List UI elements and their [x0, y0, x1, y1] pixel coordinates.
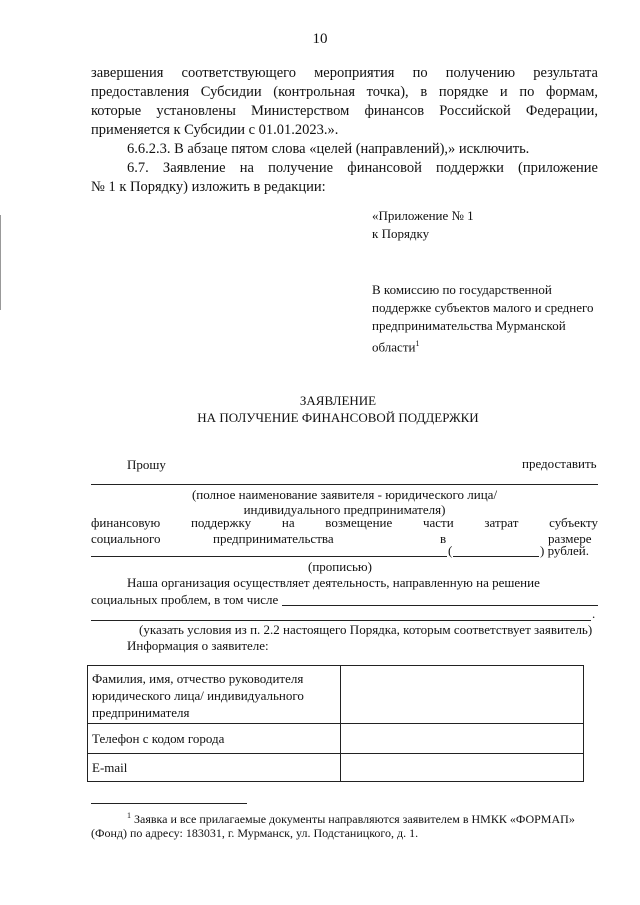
- footnote-separator: [91, 803, 247, 804]
- cell-text: предпринимателя: [92, 705, 190, 720]
- applicant-name-field[interactable]: [91, 484, 598, 485]
- addressee-line-3: предпринимательства Мурманской: [372, 318, 566, 333]
- amount-number-field[interactable]: [453, 556, 539, 557]
- form-title: ЗАЯВЛЕНИЕ: [299, 393, 377, 408]
- table-cell-label: Телефон с кодом города: [88, 724, 341, 754]
- item-6-6-2-3: 6.6.2.3. В абзаце пятом слова «целей (направлений),» исключить.: [127, 141, 530, 157]
- scan-edge-mark: [0, 215, 1, 310]
- addressee-line-2: поддержке субъектов малого и среднего: [372, 300, 594, 315]
- addressee-line-4: [372, 335, 419, 355]
- table-row: [88, 754, 584, 782]
- word: субъекту: [549, 515, 598, 530]
- paragraph-line-2: предоставления Субсидии (контрольная точка), в порядке и по формам,: [91, 84, 598, 100]
- word: размере: [548, 531, 592, 546]
- footnote-line-2: (Фонд) по адресу: 183031, г. Мурманск, ул. Подстаницкого, д. 1.: [91, 826, 419, 840]
- addressee-region: области: [372, 339, 416, 355]
- org-line-1: Наша организация осуществляет деятельность, направленную на решение: [127, 575, 540, 590]
- org-line-2: социальных проблем, в том числе: [91, 592, 279, 607]
- item-6-7-line-2: № 1 к Порядку) изложить в редакции:: [91, 179, 326, 195]
- support-line: [91, 514, 598, 531]
- footnote-marker: 1: [127, 811, 131, 820]
- form-subtitle: НА ПОЛУЧЕНИЕ ФИНАНСОВОЙ ПОДДЕРЖКИ: [197, 410, 479, 425]
- paragraph-line-3: которые установлены Министерством финансов Российской Федерации,: [91, 103, 598, 119]
- appendix-title: «Приложение № 1: [372, 208, 474, 223]
- word: части: [422, 515, 454, 530]
- in-words-hint: (прописью): [308, 559, 372, 574]
- cell-text: юридического лица/ индивидуального: [92, 688, 304, 703]
- footnote-text-1: Заявка и все прилагаемые документы направляются заявителем в НМКК «ФОРМАП»: [134, 812, 575, 826]
- page-number: 10: [312, 31, 328, 47]
- request-word: Прошу: [127, 457, 166, 472]
- period: .: [592, 606, 596, 621]
- word: поддержку: [190, 515, 252, 530]
- item-6-7-line-1: 6.7. Заявление на получение финансовой поддержки (приложение: [127, 160, 598, 176]
- head-name-input-cell[interactable]: [341, 666, 584, 724]
- amount-in-words-field[interactable]: [91, 556, 447, 557]
- cell-text: Фамилия, имя, отчество руководителя: [92, 671, 304, 686]
- appendix-subtitle: к Порядку: [372, 226, 430, 241]
- table-cell-label: [88, 666, 341, 724]
- provide-word: предоставить: [522, 456, 597, 471]
- phone-input-cell[interactable]: [341, 724, 584, 754]
- word: социального: [91, 531, 161, 546]
- paragraph-line-1: завершения соответствующего мероприятия по получению результата: [91, 65, 598, 81]
- word: в: [440, 531, 447, 546]
- email-input-cell[interactable]: [341, 754, 584, 782]
- addressee-line-1: В комиссию по государственной: [372, 282, 552, 297]
- table-row: [88, 724, 584, 754]
- table-row: [88, 666, 584, 724]
- word: затрат: [484, 515, 519, 530]
- paragraph-line-4: применяется к Субсидии с 01.01.2023.».: [91, 122, 339, 138]
- word: предпринимательства: [213, 531, 334, 546]
- footnote-ref: 1: [415, 339, 420, 348]
- info-label: Информация о заявителе:: [127, 638, 269, 653]
- amount-currency: ) рублей.: [540, 543, 589, 558]
- amount-open-paren: (: [448, 543, 453, 558]
- table-cell-label: E-mail: [88, 754, 341, 782]
- applicant-hint-1: (полное наименование заявителя - юридического лица/: [191, 487, 498, 502]
- word: финансовую: [91, 515, 161, 530]
- conditions-hint: (указать условия из п. 2.2 настоящего Порядка, которым соответствует заявитель): [139, 622, 593, 637]
- applicant-info-table: [87, 665, 584, 782]
- word: на: [281, 515, 295, 530]
- word: возмещение: [325, 515, 393, 530]
- applicant-hint-2: индивидуального предпринимателя): [243, 502, 446, 517]
- social-problems-field-1[interactable]: [282, 605, 598, 606]
